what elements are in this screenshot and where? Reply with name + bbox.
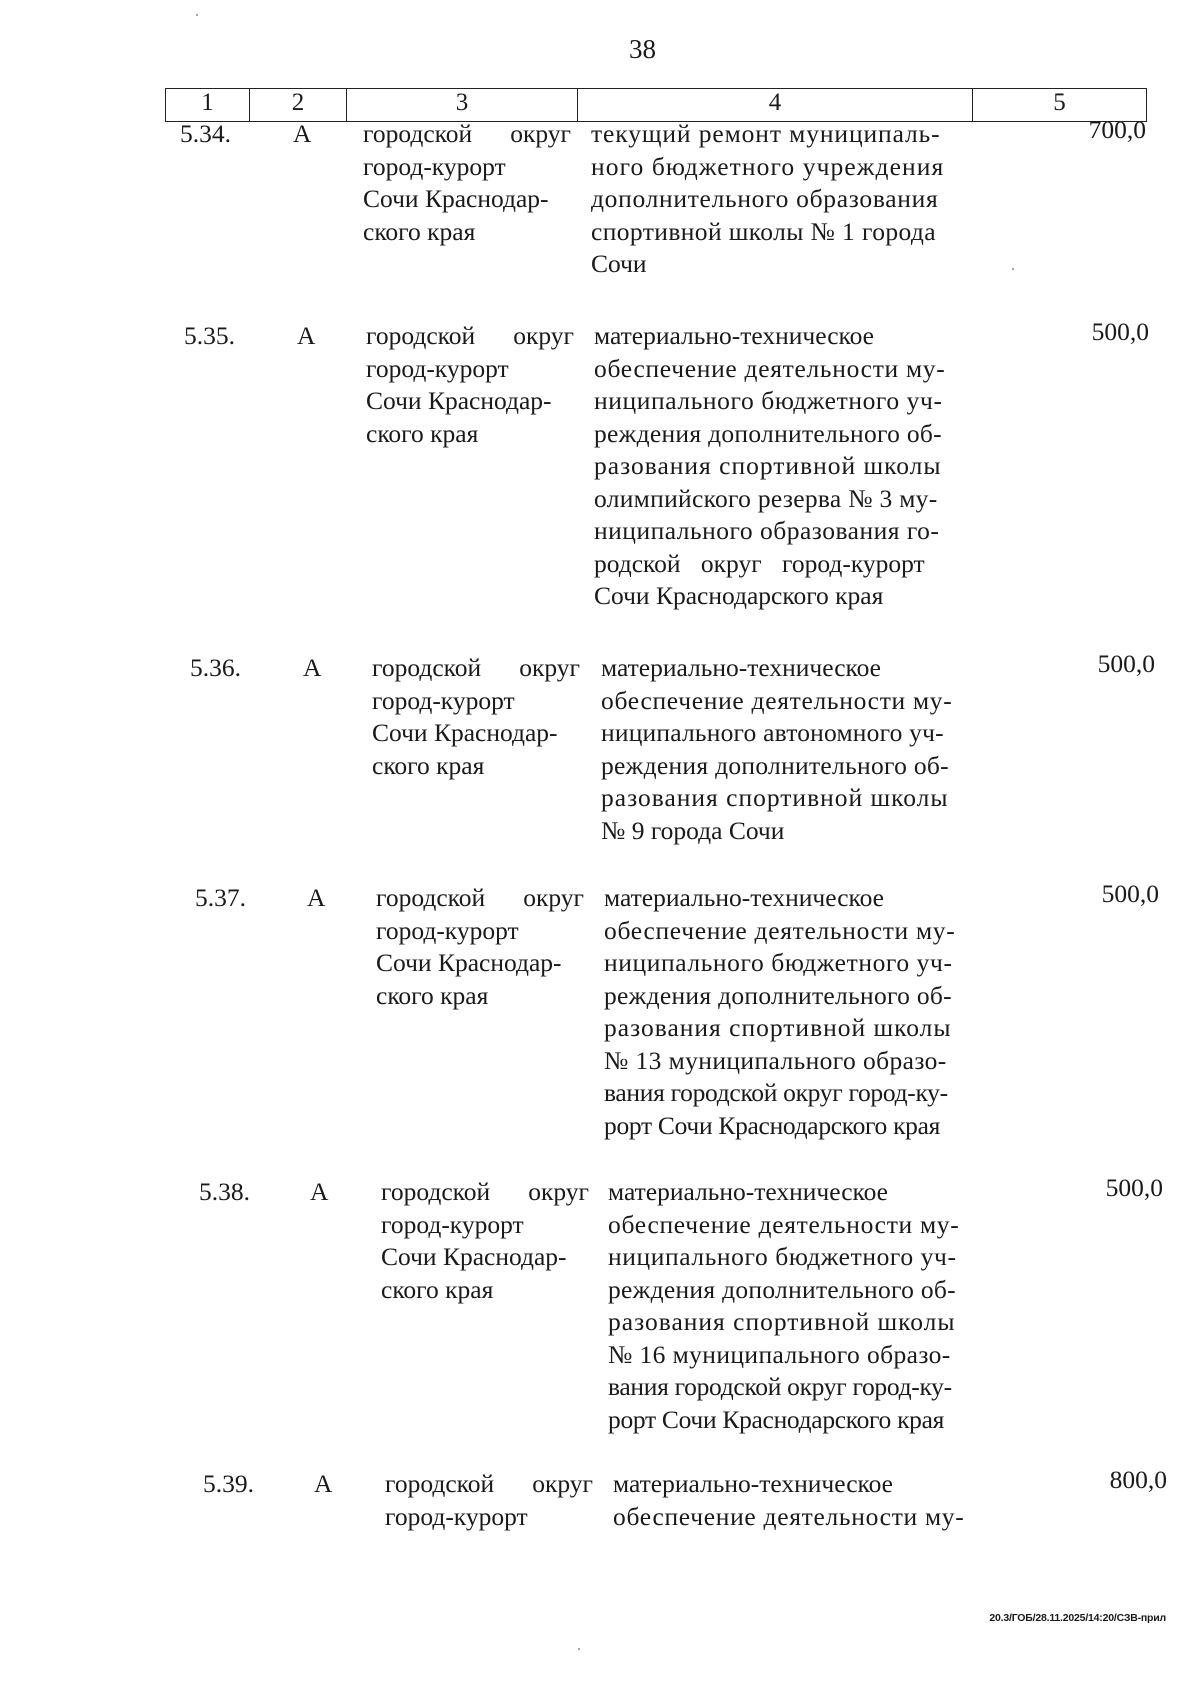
row-purpose <box>591 118 969 281</box>
text-line: № 13 муниципального образо- <box>604 1045 947 1075</box>
text-line <box>376 882 584 915</box>
scan-speck <box>196 14 198 16</box>
row-number: 5.37. <box>195 883 246 912</box>
text-line: ниципального автономного уч- <box>601 718 944 747</box>
text-line: ниципального бюджетного уч- <box>604 948 953 977</box>
text-line: Сочи Краснодар- <box>372 718 558 747</box>
row-amount: 800,0 <box>1109 1465 1167 1494</box>
column-header-row <box>166 89 1147 122</box>
text-line: ского края <box>376 980 489 1010</box>
word: городской <box>385 1469 495 1498</box>
row-purpose <box>613 1468 991 1533</box>
row-number: 5.36. <box>190 653 241 682</box>
word: городской <box>366 321 476 350</box>
text-line: ного бюджетного учреждения <box>591 151 945 181</box>
text-line: разования спортивной школы <box>601 783 949 812</box>
text-line: Сочи Краснодар- <box>366 386 552 415</box>
text-line: материально-техническое <box>613 1469 894 1498</box>
text-line: обеспечение деятельности му- <box>601 685 953 715</box>
text-line: материально-техническое <box>601 653 882 682</box>
column-header-1: 1 <box>166 89 250 122</box>
row-number: 5.34. <box>180 119 231 148</box>
word: городской <box>381 1177 491 1206</box>
row-category: А <box>314 1469 333 1498</box>
row-amount: 500,0 <box>1091 317 1149 346</box>
text-line: рорт Сочи Краснодарского края <box>604 1110 941 1140</box>
text-line: реждения дополнительного об- <box>608 1274 956 1304</box>
text-line: вания городской округ город-ку- <box>604 1078 948 1107</box>
word: городской <box>376 883 486 912</box>
row-municipality <box>372 652 580 782</box>
column-header-3: 3 <box>347 89 578 122</box>
text-line: город-курорт <box>376 915 519 945</box>
row-municipality <box>381 1176 589 1306</box>
text-line: Сочи Краснодар- <box>381 1242 567 1271</box>
word: округ <box>513 321 574 350</box>
text-line: № 9 города Сочи <box>601 815 785 845</box>
text-line: материально-техническое <box>594 321 875 350</box>
text-line: город-курорт <box>381 1209 524 1239</box>
row-category: А <box>310 1177 329 1206</box>
word: округ <box>519 653 580 682</box>
text-line: ского края <box>381 1274 494 1304</box>
word: округ <box>510 119 571 148</box>
column-header-4: 4 <box>578 89 973 122</box>
text-line: ниципального образования го- <box>594 516 940 545</box>
text-line: ниципального бюджетного уч- <box>608 1242 957 1271</box>
text-line: Сочи Краснодар- <box>363 184 549 213</box>
row-amount: 500,0 <box>1101 879 1159 908</box>
text-line <box>372 652 580 685</box>
document-registration-code: 20.3/ГОБ/28.11.2025/14:20/СЗВ-прил <box>989 1612 1166 1624</box>
text-line: ниципального бюджетного уч- <box>594 386 943 415</box>
row-municipality <box>376 882 584 1012</box>
text-line: город-курорт <box>366 353 509 383</box>
text-line: реждения дополнительного об- <box>601 750 949 780</box>
text-line: текущий ремонт муниципаль- <box>591 119 941 148</box>
text-line: разования спортивной школы <box>608 1307 956 1336</box>
text-line: обеспечение деятельности му- <box>608 1209 960 1239</box>
text-line: материально-техническое <box>608 1177 889 1206</box>
word: городской <box>363 119 473 148</box>
text-line <box>381 1176 589 1209</box>
text-line <box>385 1468 593 1501</box>
text-line: вания городской округ город-ку- <box>608 1372 952 1401</box>
row-amount: 500,0 <box>1097 649 1155 678</box>
row-municipality <box>366 320 574 450</box>
column-header-5: 5 <box>973 89 1147 122</box>
row-purpose <box>604 882 982 1142</box>
row-municipality <box>385 1468 593 1533</box>
row-category: А <box>307 883 326 912</box>
scan-speck <box>1012 268 1014 270</box>
text-line: ского края <box>366 418 479 448</box>
word: городской <box>372 653 482 682</box>
column-header-table <box>165 88 1147 122</box>
text-line: ского края <box>363 216 476 246</box>
column-header-2: 2 <box>250 89 347 122</box>
text-line: город-курорт <box>363 151 506 181</box>
text-line: Сочи Краснодарского края <box>594 581 884 610</box>
row-number: 5.35. <box>184 321 235 350</box>
row-amount: 500,0 <box>1105 1173 1163 1202</box>
row-purpose <box>608 1176 986 1436</box>
text-line: ского края <box>372 750 485 780</box>
text-line: рорт Сочи Краснодарского края <box>608 1404 945 1434</box>
row-purpose <box>601 652 979 847</box>
text-line <box>366 320 574 353</box>
text-line: реждения дополнительного об- <box>594 418 942 448</box>
text-line: материально-техническое <box>604 883 885 912</box>
page-number: 38 <box>629 34 656 64</box>
row-number: 5.39. <box>203 1469 254 1498</box>
text-line: разования спортивной школы <box>594 451 942 480</box>
row-amount: 700,0 <box>1088 115 1146 144</box>
row-category: А <box>303 653 322 682</box>
text-line: родской округ город-курорт <box>594 548 925 578</box>
text-line: спортивной школы № 1 города <box>591 216 937 246</box>
text-line <box>363 118 571 151</box>
text-line: город-курорт <box>372 685 515 715</box>
text-line: № 16 муниципального образо- <box>608 1339 951 1369</box>
text-line: Сочи <box>591 249 647 278</box>
text-line: обеспечение деятельности му- <box>613 1501 965 1531</box>
text-line: дополнительного образования <box>591 184 939 213</box>
scan-speck <box>578 1648 580 1650</box>
row-municipality <box>363 118 571 248</box>
text-line: обеспечение деятельности му- <box>604 915 956 945</box>
row-purpose <box>594 320 972 613</box>
text-line: город-курорт <box>385 1501 528 1531</box>
text-line: Сочи Краснодар- <box>376 948 562 977</box>
text-line: реждения дополнительного об- <box>604 980 952 1010</box>
text-line: разования спортивной школы <box>604 1013 952 1042</box>
word: округ <box>523 883 584 912</box>
row-category: А <box>293 119 312 148</box>
text-line: олимпийского резерва № 3 му- <box>594 483 938 513</box>
word: округ <box>532 1469 593 1498</box>
text-line: обеспечение деятельности му- <box>594 353 946 383</box>
row-number: 5.38. <box>199 1177 250 1206</box>
row-category: А <box>297 321 316 350</box>
word: округ <box>528 1177 589 1206</box>
